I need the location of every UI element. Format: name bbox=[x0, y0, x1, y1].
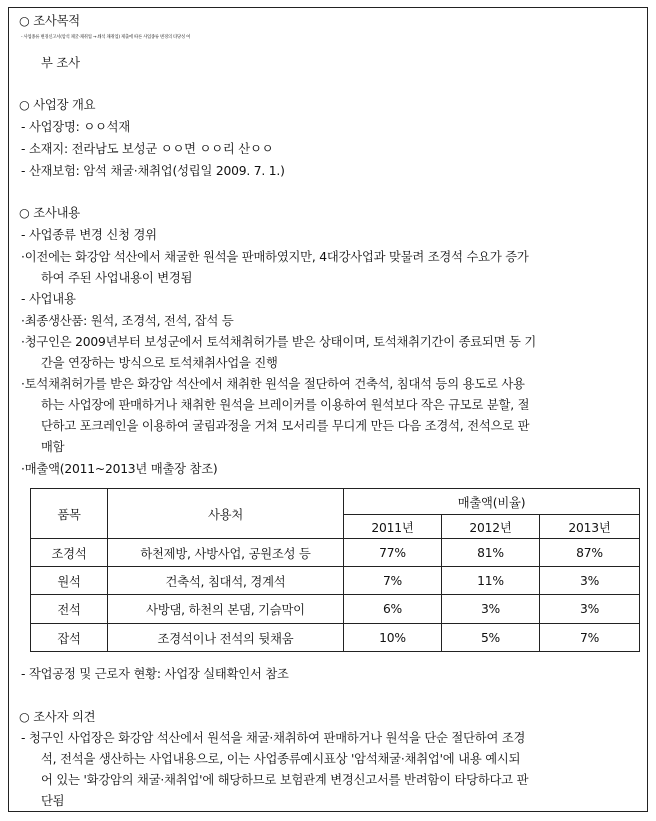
content-p1-line2: 하여 주된 사업내용이 변경됨 bbox=[41, 271, 193, 285]
content-p4-line2: 하는 사업장에 판매하거나 채취한 원석을 브레이커를 이용하여 원석보다 작은 규모로 분할, 절 bbox=[41, 398, 530, 412]
sales-table bbox=[30, 488, 640, 652]
overview-address: - 소재지: 전라남도 보성군 ㅇㅇ면 ㅇㅇ리 산ㅇㅇ bbox=[21, 142, 274, 156]
overview-insurance: - 산재보험: 암석 채굴·채취업(성립일 2009. 7. 1.) bbox=[21, 164, 285, 178]
opinion-line4: 단됨 bbox=[41, 794, 65, 808]
row-item: 잡석 bbox=[31, 624, 108, 652]
row-use: 사방댐, 하천의 본댐, 기슭막이 bbox=[108, 595, 344, 624]
table-row bbox=[31, 567, 640, 595]
work-status: - 작업공정 및 근로자 현황: 사업장 실태확인서 참조 bbox=[21, 667, 289, 681]
opinion-line1: - 청구인 사업장은 화강암 석산에서 원석을 채굴·채취하여 판매하거나 원석을 단순 절단하여 조경 bbox=[21, 731, 526, 745]
row-value: 87% bbox=[540, 539, 640, 567]
overview-heading: ○ 사업장 개요 bbox=[19, 98, 96, 112]
header-year-2012: 2012년 bbox=[442, 515, 540, 539]
row-use: 건축석, 침대석, 경계석 bbox=[108, 567, 344, 595]
purpose-body-line2: 부 조사 bbox=[41, 56, 80, 70]
table-row bbox=[31, 595, 640, 624]
document-frame bbox=[8, 7, 648, 812]
header-use: 사용처 bbox=[108, 489, 344, 539]
row-item: 원석 bbox=[31, 567, 108, 595]
row-value: 11% bbox=[442, 567, 540, 595]
table-row bbox=[31, 539, 640, 567]
row-item: 조경석 bbox=[31, 539, 108, 567]
opinion-line3: 어 있는 '화강암의 채굴·채취업'에 해당하므로 보험관계 변경신고서를 반려함이 타당하다고 판 bbox=[41, 773, 529, 787]
row-value: 3% bbox=[540, 595, 640, 624]
row-value: 7% bbox=[344, 567, 442, 595]
content-heading: ○ 조사내용 bbox=[19, 206, 80, 220]
row-value: 10% bbox=[344, 624, 442, 652]
header-sales: 매출액(비율) bbox=[344, 489, 640, 515]
content-p3-line2: 간을 연장하는 방식으로 토석채취사업을 진행 bbox=[41, 356, 278, 370]
row-use: 하천제방, 사방사업, 공원조성 등 bbox=[108, 539, 344, 567]
row-use: 조경석이나 전석의 뒷채움 bbox=[108, 624, 344, 652]
purpose-body-line1: - 사업종류 변경신고서(암석 채굴·채취업 → 쇄석 채취업) 제출에 따른 사업종류 변경의 타당성 여 bbox=[21, 35, 191, 40]
row-value: 3% bbox=[442, 595, 540, 624]
content-p4-line3: 단하고 포크레인을 이용하여 굴림과정을 거쳐 모서리를 무디게 만든 다음 조경석, 전석으로 판 bbox=[41, 419, 530, 433]
row-value: 77% bbox=[344, 539, 442, 567]
table-row bbox=[31, 624, 640, 652]
row-item: 전석 bbox=[31, 595, 108, 624]
row-value: 5% bbox=[442, 624, 540, 652]
header-item: 품목 bbox=[31, 489, 108, 539]
row-value: 6% bbox=[344, 595, 442, 624]
overview-name: - 사업장명: ㅇㅇ석재 bbox=[21, 120, 131, 134]
content-p4-line1: ·토석채취허가를 받은 화강암 석산에서 채취한 원석을 절단하여 건축석, 침대석 등의 용도로 사용 bbox=[21, 377, 525, 391]
content-p1-line1: ·이전에는 화강암 석산에서 채굴한 원석을 판매하였지만, 4대강사업과 맞물려 조경석 수요가 증가 bbox=[21, 250, 529, 264]
row-value: 7% bbox=[540, 624, 640, 652]
content-sub2: - 사업내용 bbox=[21, 292, 76, 306]
content-p4-line4: 매함 bbox=[41, 440, 65, 454]
content-p3-line1: ·청구인은 2009년부터 보성군에서 토석채취허가를 받은 상태이며, 토석채취기간이 종료되면 동 기 bbox=[21, 335, 537, 349]
row-value: 81% bbox=[442, 539, 540, 567]
opinion-heading: ○ 조사자 의견 bbox=[19, 710, 96, 724]
content-p2: ·최종생산품: 원석, 조경석, 전석, 잡석 등 bbox=[21, 314, 234, 328]
row-value: 3% bbox=[540, 567, 640, 595]
header-year-2013: 2013년 bbox=[540, 515, 640, 539]
content-sub1: - 사업종류 변경 신청 경위 bbox=[21, 228, 157, 242]
purpose-heading: ○ 조사목적 bbox=[19, 14, 80, 28]
content-p5: ·매출액(2011~2013년 매출장 참조) bbox=[21, 462, 218, 476]
header-year-2011: 2011년 bbox=[344, 515, 442, 539]
opinion-line2: 석, 전석을 생산하는 사업내용으로, 이는 사업종류예시표상 '암석채굴·채취업'에 내용 예시되 bbox=[41, 752, 521, 766]
